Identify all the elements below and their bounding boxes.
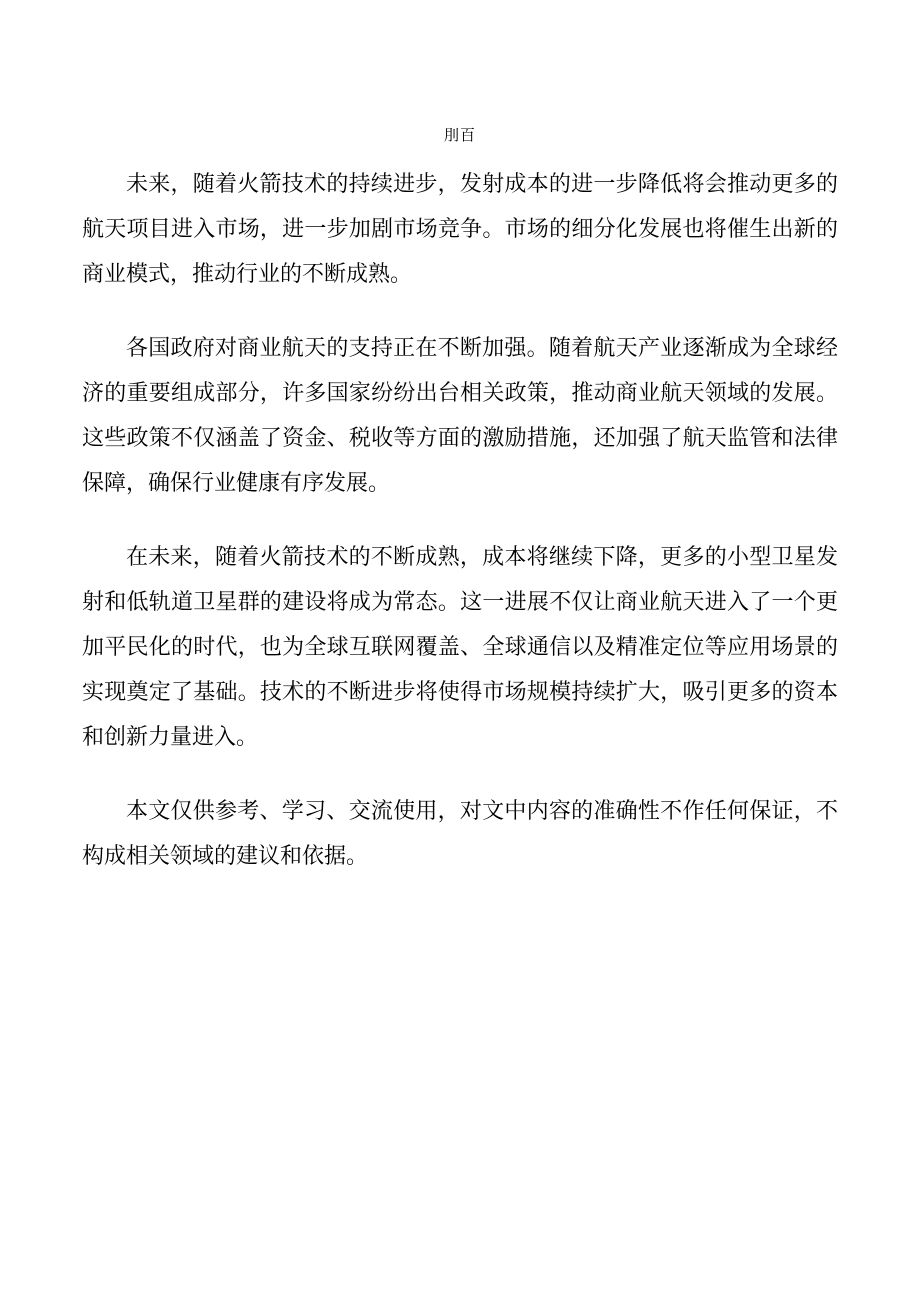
paragraph: 在未来，随着火箭技术的不断成熟，成本将继续下降，更多的小型卫星发射和低轨道卫星群的建设将成为常态。这一进展不仅让商业航天进入了一个更加平民化的时代，也为全球互联网覆盖、全球通信以及精准定位等应用场景的实现奠定了基础。技术的不断进步将使得市场规模持续扩大，吸引更多的资本和创新力量进入。 <box>82 545 838 750</box>
document-body <box>82 162 838 908</box>
paragraph: 未来，随着火箭技术的持续进步，发射成本的进一步降低将会推动更多的航天项目进入市场，进一步加剧市场竞争。市场的细分化发展也将催生出新的商业模式，推动行业的不断成熟。 <box>82 172 838 287</box>
disclaimer-paragraph: 本文仅供参考、学习、交流使用，对文中内容的准确性不作任何保证，不构成相关领域的建议和依据。 <box>82 799 838 869</box>
page-heading: 刖百 <box>443 126 476 144</box>
paragraph: 各国政府对商业航天的支持正在不断加强。随着航天产业逐渐成为全球经济的重要组成部分，许多国家纷纷出台相关政策，推动商业航天领域的发展。这些政策不仅涵盖了资金、税收等方面的激励措施，还加强了航天监管和法律保障，确保行业健康有序发展。 <box>82 336 838 496</box>
